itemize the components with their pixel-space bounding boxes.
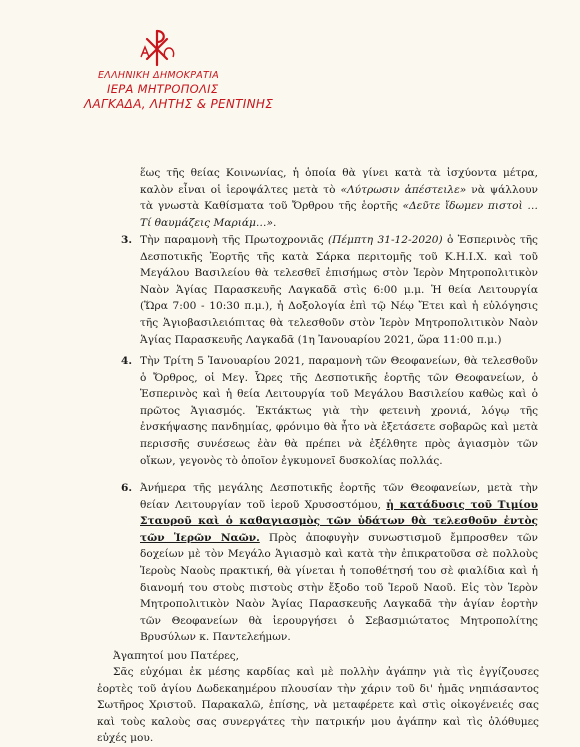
item-3-paragraph — [140, 232, 538, 348]
continuation-text-c: . — [272, 216, 277, 229]
item-number-6: 6. — [121, 482, 133, 494]
continuation-text-a: ἕως τῆς θείας Κοινωνίας, ἡ ὁποία θὰ γίνει κατὰ τὰ ἰσχύοντα μέτρα, καλὸν εἶναι οἱ ἱεροψάλτες μετὰ τὸ — [140, 167, 538, 196]
greeting: Ἀγαπητοί μου Πατέρες, — [113, 650, 240, 662]
item-3-text-b: ὁ Ἑσπερινὸς τῆς Δεσποτικῆς Ἑορτῆς τῆς κατὰ Σάρκα περιτομῆς τοῦ Κ.Η.Ι.Χ. καὶ τοῦ Μεγάλου Βασιλείου θὰ τελεσθεῖ ἐπισήμως στὸν Ἱερὸν Μητροπολιτικὸν Ναὸν Ἁγίας Παρασκευῆς Λαγκαδᾶ στὶς 6:00 μ.μ. Ἡ θεία Λειτουργία (Ὥρα 7:00 - 10:30 π.μ.), ἡ Δοξολογία ἐπὶ τῷ Νέῳ Ἔτει καὶ ἡ εὐλόγησις τῆς Ἁγιοβασιλειόπιτας θὰ τελεσθοῦν στὸν Ἱερὸν Μητροπολιτικὸν Ναὸν Ἁγίας Παρασκευῆς Λαγκαδᾶ (1η Ἰανουαρίου 2021, ὥρα 11:00 π.μ.) — [140, 234, 538, 346]
item-number-4: 4. — [121, 355, 133, 367]
quote-deute: «Δεῦτε ἴδωμεν πιστοὶ … Τί θαυμάζεις Μαριάμ…» — [140, 200, 538, 229]
item-6-underlined: ἡ κατάδυσις τοῦ Τιμίου Σταυροῦ καὶ ὁ καθαγιασμὸς τῶν ὑδάτων θὰ τελεσθοῦν ἐντὸς τῶν Ἱερῶν Ναῶν. — [140, 498, 538, 544]
continuation-text-b: νὰ ψάλλουν τὰ γνωστὰ Καθίσματα τοῦ Ὄρθρου τῆς ἑορτῆς — [140, 183, 538, 213]
letterhead-diocese: ΛΑΓΚΑΔΑ, ΛΗΤΗΣ & ΡΕΝΤΙΝΗΣ — [84, 97, 274, 111]
quote-lytrosin: «Λύτρωσιν ἀπέστειλε» — [340, 183, 467, 196]
letterhead-state: ΕΛΛΗΝΙΚΗ ΔΗΜΟΚΡΑΤΙΑ — [98, 70, 220, 81]
letterhead-metropolis: ΙΕΡΑ ΜΗΤΡΟΠΟΛΙΣ — [107, 82, 219, 96]
item-6-text-a: Ἀνήμερα τῆς μεγάλης Δεσποτικῆς ἑορτῆς τῶν Θεοφανείων, μετὰ τὴν θείαν Λειτουργίαν τοῦ ἱεροῦ Χρυσοστόμου, — [140, 482, 538, 511]
item-4-paragraph: Τὴν Τρίτη 5 Ἰανουαρίου 2021, παραμονὴ τῶν Θεοφανείων, θὰ τελεσθοῦν ὁ Ὄρθρος, οἱ Μεγ. Ὧρες τῆς Δεσποτικῆς ἑορτῆς τῶν Θεοφανείων, ὁ Ἑσπερινὸς καὶ ἡ θεία Λειτουργία τοῦ Μεγάλου Βασιλείου καθὼς καὶ ὁ πρῶτος Ἁγιασμός. Ἐκτάκτως γιὰ τὴν φετεινὴ χρονιά, λόγῳ τῆς ἐνσκήψασης πανδημίας, φρόνιμο θὰ ἦτο νὰ ἐξετάσετε σοβαρῶς καὶ μετὰ περισσῆς συνέσεως ἐὰν θὰ πρέπει νὰ ἐξέλθητε πρὸς ἁγιασμὸν τῶν οἴκων, γεγονὸς τὸ ὁποῖον ἐγκυμονεῖ δυσκολίας πολλάς. — [140, 355, 538, 467]
closing-paragraph: Σᾶς εὐχόμαι ἐκ μέσης καρδίας καὶ μὲ πολλὴν ἀγάπην γιὰ τὶς ἐγγίζουσες ἑορτὲς τοῦ ἁγίου Δωδεκαημέρου πλουσίαν τὴν χάριν τοῦ δι' ἡμᾶς νηπιάσαντος Σωτῆρος Χριστοῦ. Παρακαλῶ, ἐπίσης, νὰ μεταφέρετε καὶ στὶς οἰκογένειές σας καὶ τοὺς καλοὺς σας συνεργάτες τὴν πατρικήν μου ἀγάπην καὶ τὶς ὁλόθυμες εὐχές μου. — [97, 666, 539, 745]
item-3-text-a: Τὴν παραμονὴ τῆς Πρωτοχρονιᾶς — [140, 234, 328, 246]
item-3-date: (Πέμπτη 31-12-2020) — [328, 234, 443, 246]
item-6-paragraph — [140, 480, 538, 646]
chi-rho-icon — [139, 27, 175, 67]
continuation-paragraph — [140, 165, 538, 231]
item-6-text-b: Πρὸς ἀποφυγὴν συνωστισμοῦ ἔμπροσθεν τῶν δοχείων μὲ τὸν Μεγάλο Ἁγιασμὸ καὶ κατὰ τὴν ἐπικρατοῦσα σὲ πολλοὺς Ἱεροὺς Ναοὺς πρακτική, θὰ γίνεται ἡ τοποθέτησή του σὲ φιαλίδια καὶ ἡ διανομή του στοὺς πιστοὺς στὴν ἔξοδο τοῦ Ἱεροῦ Ναοῦ. Εἰς τὸν Ἱερὸν Μητροπολιτικὸν Ναὸν Ἁγίας Παρασκευῆς Λαγκαδᾶ τὴν ἁγίαν ἑορτὴν τῶν Θεοφανείων θὰ ἱερουργήσει ὁ Σεβασμιώτατος Μητροπολίτης Βρυσύλων κ. Παντελεήμων. — [140, 531, 538, 644]
item-number-3: 3. — [121, 234, 133, 246]
